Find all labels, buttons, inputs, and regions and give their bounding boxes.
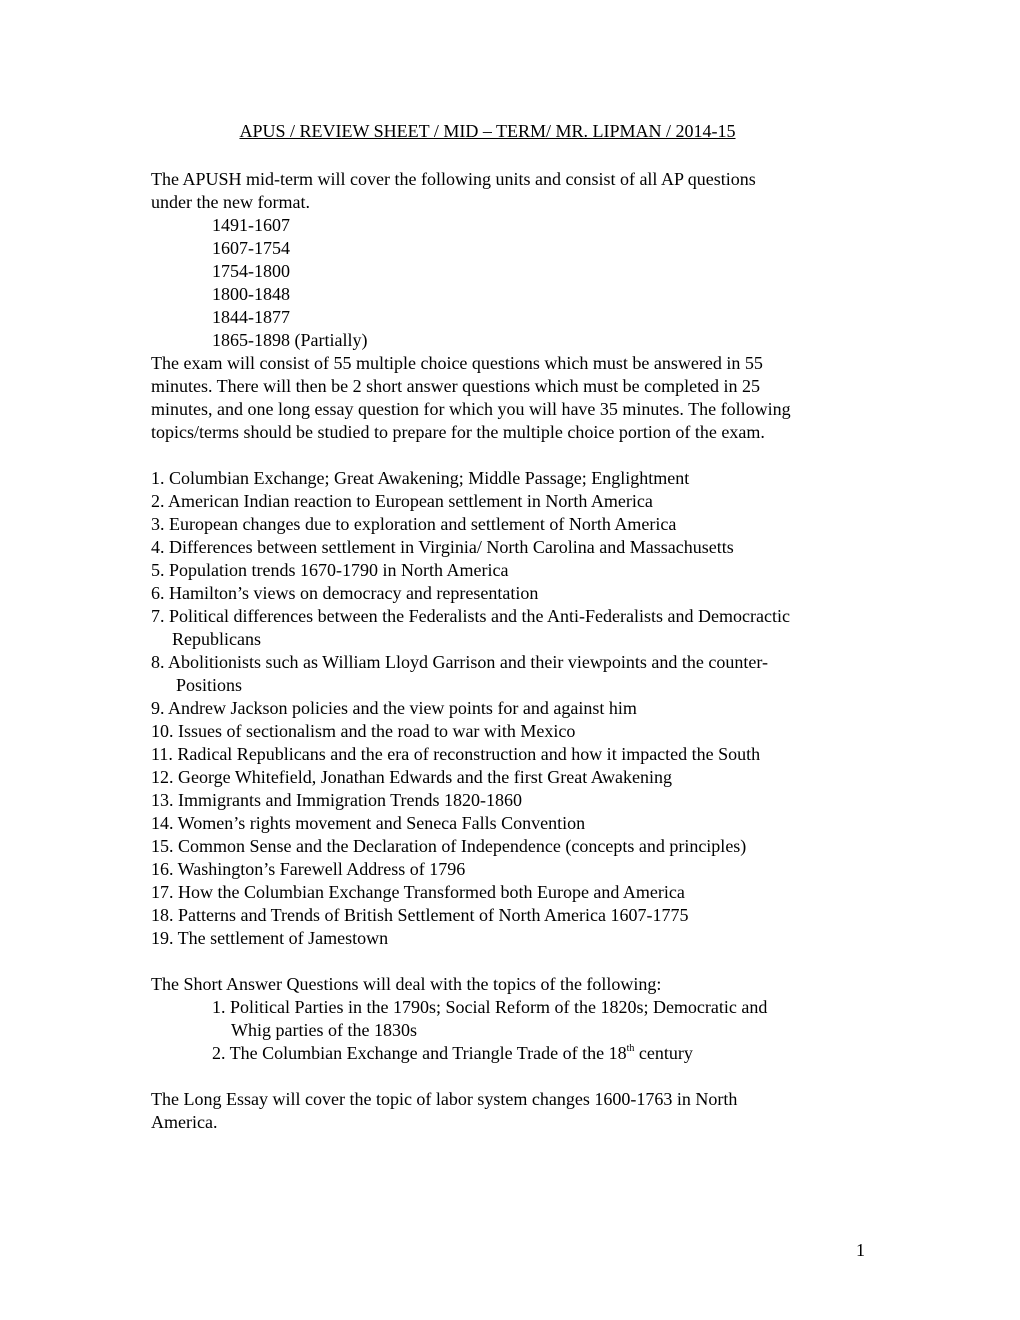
topic-item: 9. Andrew Jackson policies and the view points for and against him [151, 698, 637, 718]
document-body [151, 168, 871, 1134]
page-number: 1 [856, 1240, 865, 1260]
topic-item: 11. Radical Republicans and the era of reconstruction and how it impacted the South [151, 744, 761, 764]
topic-item: 5. Population trends 1670-1790 in North America [151, 560, 509, 580]
document-title: APUS / REVIEW SHEET / MID – TERM/ MR. LIPMAN / 2014-15 [239, 121, 736, 141]
topic-item: 19. The settlement of Jamestown [151, 928, 389, 948]
topic-item: 1. Columbian Exchange; Great Awakening; Middle Passage; Englightment [151, 468, 690, 488]
topic-item: 4. Differences between settlement in Virginia/ North Carolina and Massachusetts [151, 537, 734, 557]
topic-item: 15. Common Sense and the Declaration of Independence (concepts and principles) [151, 836, 747, 856]
topic-item: 14. Women’s rights movement and Seneca Falls Convention [151, 813, 586, 833]
topic-item: 2. American Indian reaction to European settlement in North America [151, 491, 653, 511]
long-essay-line: America. [151, 1112, 218, 1132]
intro-line: The APUSH mid-term will cover the following units and consist of all AP questions [151, 169, 756, 189]
topic-item: 18. Patterns and Trends of British Settlement of North America 1607-1775 [151, 905, 689, 925]
exam-description-line: The exam will consist of 55 multiple choice questions which must be answered in 55 [151, 353, 763, 373]
topic-item: 17. How the Columbian Exchange Transformed both Europe and America [151, 882, 685, 902]
unit-range: 1844-1877 [212, 307, 290, 327]
unit-range: 1754-1800 [212, 261, 290, 281]
intro-line: under the new format. [151, 192, 310, 212]
topic-item: 7. Political differences between the Federalists and the Anti-Federalists and Democractic [151, 606, 790, 626]
short-answer-item [151, 1042, 871, 1065]
topic-item: 13. Immigrants and Immigration Trends 1820-1860 [151, 790, 522, 810]
topic-item-continuation: Positions [176, 675, 243, 695]
long-essay-line: The Long Essay will cover the topic of labor system changes 1600-1763 in North [151, 1089, 738, 1109]
ordinal-suffix: th [626, 1043, 635, 1054]
exam-description-line: topics/terms should be studied to prepare for the multiple choice portion of the exam. [151, 422, 765, 442]
topic-item: 10. Issues of sectionalism and the road to war with Mexico [151, 721, 576, 741]
short-answer-text: 2. The Columbian Exchange and Triangle Trade of the 18 [212, 1043, 627, 1063]
exam-description-line: minutes, and one long essay question for which you will have 35 minutes. The following [151, 399, 791, 419]
topic-item: 6. Hamilton’s views on democracy and representation [151, 583, 539, 603]
exam-description-line: minutes. There will then be 2 short answer questions which must be completed in 25 [151, 376, 761, 396]
unit-range: 1607-1754 [212, 238, 290, 258]
short-answer-item: 1. Political Parties in the 1790s; Social Reform of the 1820s; Democratic and [212, 997, 768, 1017]
topic-item: 12. George Whitefield, Jonathan Edwards and the first Great Awakening [151, 767, 673, 787]
topic-item: 3. European changes due to exploration and settlement of North America [151, 514, 677, 534]
unit-range: 1865-1898 (Partially) [212, 330, 368, 350]
topic-item-continuation: Republicans [172, 629, 261, 649]
topic-item: 16. Washington’s Farewell Address of 1796 [151, 859, 466, 879]
topic-item: 8. Abolitionists such as William Lloyd Garrison and their viewpoints and the counter- [151, 652, 768, 672]
unit-range: 1800-1848 [212, 284, 290, 304]
short-answer-item-continuation: Whig parties of the 1830s [231, 1020, 417, 1040]
unit-range: 1491-1607 [212, 215, 290, 235]
short-answer-heading: The Short Answer Questions will deal with the topics of the following: [151, 974, 662, 994]
short-answer-text: century [634, 1043, 693, 1063]
